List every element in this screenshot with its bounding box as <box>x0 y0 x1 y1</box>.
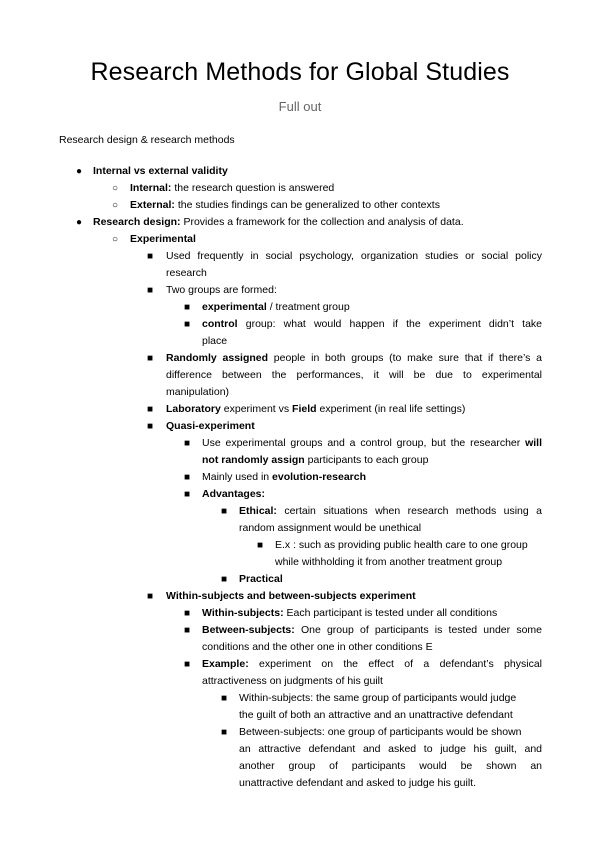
list-item-control-group: control group: what would happen if the experiment didn’t take <box>202 318 542 330</box>
bullet-level3: ■ <box>147 404 154 415</box>
bullet-level3: ■ <box>147 353 154 364</box>
bullet-level3: ■ <box>221 693 228 704</box>
list-item-research-design: Research design: Provides a framework for the collection and analysis of data. <box>93 216 464 228</box>
list-item-two-groups: Two groups are formed: <box>166 284 277 296</box>
list-item-between-subjects-cont: conditions and the other one in other conditions E <box>202 641 433 653</box>
list-item-between-example-end: unattractive defendant and asked to judge his guilt. <box>239 777 476 789</box>
list-item-within-subjects: Within-subjects: Each participant is tested under all conditions <box>202 607 498 619</box>
bullet-level2: ○ <box>112 234 119 245</box>
list-item-within-between: Within-subjects and between-subjects experiment <box>166 590 416 602</box>
bullet-level3: ■ <box>221 574 228 585</box>
list-item-example-health-care: E.x : such as providing public health care to one group <box>275 539 528 551</box>
list-item-used-frequently: Used frequently in social psychology, organization studies or social policy <box>166 250 542 262</box>
list-item-between-example-cont2: another group of participants would be shown an <box>239 760 542 772</box>
list-item-experimental-group: experimental / treatment group <box>202 301 350 313</box>
bullet-level3: ■ <box>184 489 191 500</box>
list-item-randomly-assigned-end: manipulation) <box>166 386 230 398</box>
bullet-level3: ■ <box>257 540 264 551</box>
list-item-use-experimental-groups-cont: not randomly assign participants to each group <box>202 454 429 466</box>
bullet-level3: ■ <box>184 319 191 330</box>
bullet-level3: ■ <box>184 472 191 483</box>
bullet-level3: ■ <box>221 727 228 738</box>
list-item-experimental: Experimental <box>130 233 196 245</box>
list-item-between-example: Between-subjects: one group of participants would be shown <box>239 726 522 738</box>
list-item-control-group-cont: place <box>202 335 228 347</box>
list-item-ethical: Ethical: certain situations when research methods using a <box>239 505 542 517</box>
bullet-level3: ■ <box>147 251 154 262</box>
bullet-level2: ○ <box>112 200 119 211</box>
bullet-level3: ■ <box>184 625 191 636</box>
bullet-level3: ■ <box>147 421 154 432</box>
bullet-level3: ■ <box>184 302 191 313</box>
list-item-ethical-cont: random assignment would be unethical <box>239 522 422 534</box>
bullet-level3: ■ <box>147 285 154 296</box>
section-heading: Research design & research methods <box>59 134 235 146</box>
list-item-external: External: the studies findings can be generalized to other contexts <box>130 199 440 211</box>
bullet-level2: ○ <box>112 183 119 194</box>
list-item-within-example: Within-subjects: the same group of participants would judge <box>239 692 517 704</box>
bullet-level3: ■ <box>184 659 191 670</box>
list-item-practical: Practical <box>239 573 283 585</box>
list-item-between-example-cont: an attractive defendant and asked to judge his guilt, and <box>239 743 542 755</box>
list-item-between-subjects: Between-subjects: One group of participants is tested under some <box>202 624 542 636</box>
list-item-use-experimental-groups: Use experimental groups and a control group, but the researcher will <box>202 437 542 449</box>
bullet-level3: ■ <box>184 608 191 619</box>
list-item-example: Example: experiment on the effect of a defendant’s physical <box>202 658 542 670</box>
list-item-lab-vs-field: Laboratory experiment vs Field experiment (in real life settings) <box>166 403 466 415</box>
list-item-mainly-used: Mainly used in evolution-research <box>202 471 366 483</box>
list-item-quasi-experiment: Quasi-experiment <box>166 420 255 432</box>
document-subtitle: Full out <box>278 99 322 114</box>
list-item-randomly-assigned-cont: difference between the performances, it will be due to experimental <box>166 369 542 381</box>
list-item-example-health-care-cont: while withholding it from another treatment group <box>275 556 503 568</box>
list-item-within-example-cont: the guilt of both an attractive and an unattractive defendant <box>239 709 513 721</box>
bullet-level1: ● <box>76 217 83 228</box>
list-item-validity: Internal vs external validity <box>93 165 228 177</box>
list-item-randomly-assigned: Randomly assigned people in both groups (to make sure that if there’s a <box>166 352 542 364</box>
bullet-level3: ■ <box>184 438 191 449</box>
bullet-level3: ■ <box>147 591 154 602</box>
bullet-level3: ■ <box>221 506 228 517</box>
list-item-used-frequently-cont: research <box>166 267 207 279</box>
list-item-advantages: Advantages: <box>202 488 266 500</box>
document-title: Research Methods for Global Studies <box>90 58 510 86</box>
list-item-internal: Internal: the research question is answered <box>130 182 335 194</box>
bullet-level1: ● <box>76 166 83 177</box>
list-item-example-cont: attractiveness on judgments of his guilt <box>202 675 383 687</box>
